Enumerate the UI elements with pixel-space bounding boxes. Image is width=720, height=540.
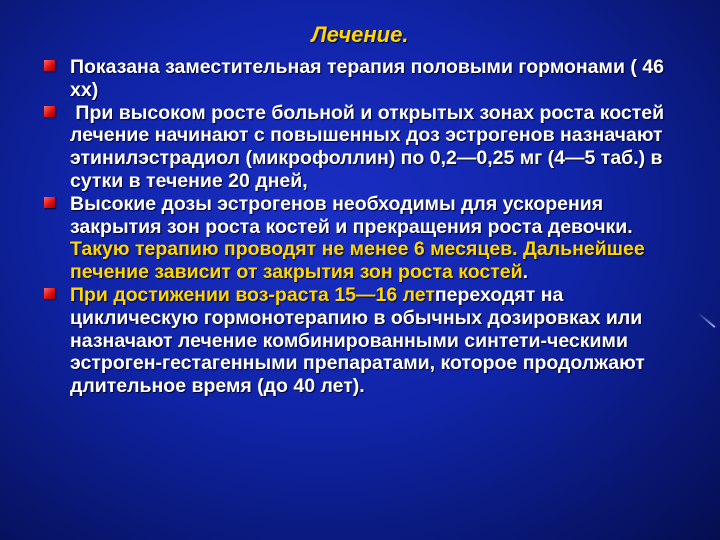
list-item (44, 102, 694, 193)
bullet-icon (44, 288, 55, 299)
list-item-text-highlight: При достижении воз-раста 15—16 лет (70, 283, 435, 306)
list-item-text: При высоком росте больной и открытых зонах роста костей лечение начинают с повышенных доз эстрогенов назначают этинилэстрадиол (микрофоллин) по 0,2—0,25 мг (4—5 таб.) в сутки в течение 20 дней, (70, 101, 670, 192)
list-item-text (70, 284, 694, 398)
list-item-text-highlight: Такую терапию проводят не менее 6 месяцев. Дальнейшее печение зависит от закрытия зон роста костей (70, 238, 645, 284)
bullet-list (44, 56, 694, 398)
decorative-line (697, 312, 715, 328)
list-item-text (70, 193, 694, 284)
bullet-icon (44, 197, 55, 208)
list-item-text-white: Высокие дозы эстрогенов необходимы для ускорения закрытия зон роста костей и прекращения роста девочки. (70, 192, 633, 238)
list-item-text-end: . (522, 261, 529, 284)
list-item-text-white: переходят на циклическую гормонотерапию в обычных дозировках или назначают лечение комбинированными синтети-ческими эстроген-гестагенными препаратами, которое продолжают длительное время (до 40 лет). (70, 283, 645, 398)
list-item (44, 284, 694, 398)
slide-title: Лечение. (311, 22, 409, 47)
bullet-icon (44, 60, 55, 71)
list-item (44, 193, 694, 284)
list-item-text: Показана заместительная терапия половыми гормонами ( 46 хх) (70, 56, 664, 101)
bullet-icon (44, 106, 55, 117)
list-item (44, 56, 694, 102)
